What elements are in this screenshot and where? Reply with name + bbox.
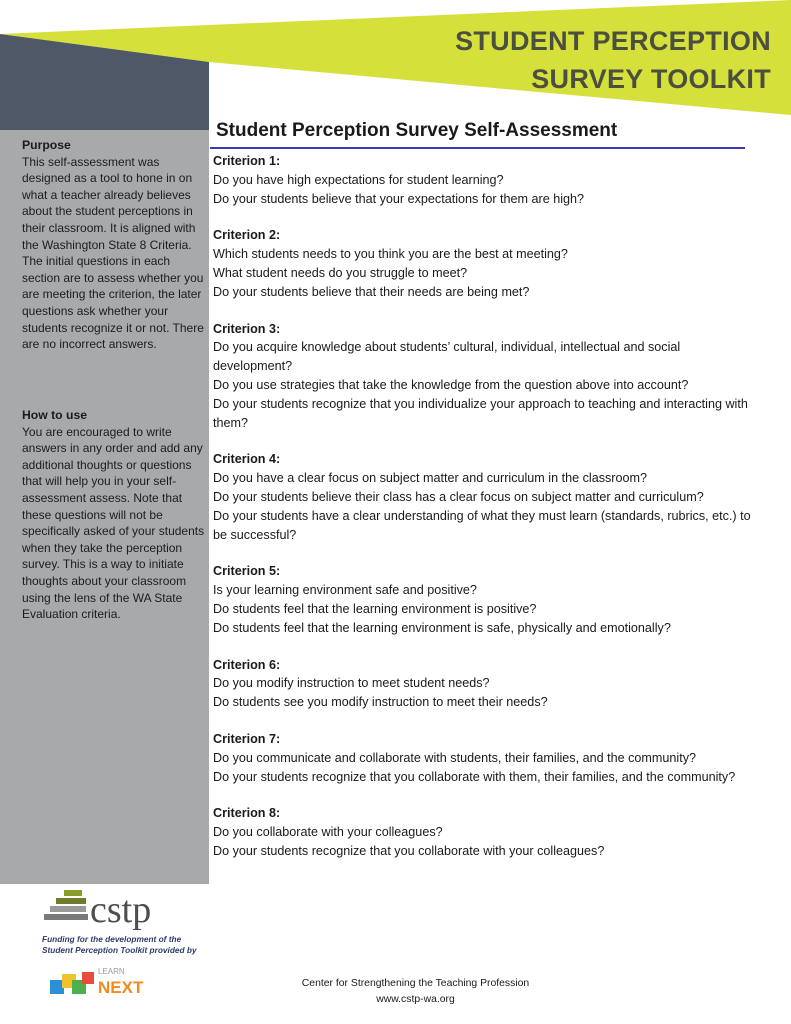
toolkit-title-line1: STUDENT PERCEPTION <box>455 26 771 56</box>
funding-note <box>42 934 212 956</box>
criterion-question: Do your students have a clear understanding of what they must learn (standards, rubrics, etc.) to be successful? <box>213 508 751 542</box>
criterion-3 <box>213 320 753 433</box>
criterion-question: Is your learning environment safe and positive? <box>213 583 477 598</box>
criterion-heading: Criterion 8: <box>213 806 281 821</box>
criterion-heading: Criterion 2: <box>213 228 281 243</box>
criteria-list <box>213 152 753 879</box>
criterion-question: Do you collaborate with your colleagues? <box>213 825 443 840</box>
criterion-1 <box>213 152 753 208</box>
purpose-heading: Purpose <box>22 138 71 152</box>
footer-organization: Center for Strengthening the Teaching Profession <box>301 978 530 989</box>
criterion-question: Do your students believe that your expectations for them are high? <box>213 191 585 206</box>
criterion-question: Do students see you modify instruction to meet their needs? <box>213 695 548 710</box>
criterion-2 <box>213 226 753 301</box>
criterion-heading: Criterion 7: <box>213 731 281 746</box>
funding-line-2: Student Perception Toolkit provided by <box>42 945 197 955</box>
criterion-question: Which students needs to you think you are the best at meeting? <box>213 247 568 262</box>
criterion-question: Do you modify instruction to meet student needs? <box>213 676 490 691</box>
criterion-6 <box>213 656 753 712</box>
criterion-heading: Criterion 3: <box>213 321 281 336</box>
next-wordmark: NEXT <box>98 978 144 997</box>
toolkit-title <box>455 22 771 98</box>
criterion-question: Do you use strategies that take the knowledge from the question above into account? <box>213 377 689 392</box>
criterion-heading: Criterion 4: <box>213 452 281 467</box>
footer-url-link[interactable]: www.cstp-wa.org <box>376 994 455 1005</box>
cstp-logo <box>44 888 174 932</box>
purpose-section <box>22 137 205 353</box>
page-title: Student Perception Survey Self-Assessment <box>216 120 618 141</box>
criterion-question: What student needs do you struggle to meet? <box>213 265 468 280</box>
how-to-use-heading: How to use <box>22 408 88 422</box>
cstp-step-icon <box>56 898 86 904</box>
criterion-4 <box>213 450 753 544</box>
criterion-question: Do your students believe that their needs are being met? <box>213 284 530 299</box>
criterion-question: Do your students believe their class has a clear focus on subject matter and curriculum? <box>213 489 704 504</box>
cstp-step-icon <box>64 890 82 896</box>
criterion-question: Do students feel that the learning environment is safe, physically and emotionally? <box>213 620 671 635</box>
purpose-text: This self-assessment was designed as a tool to hone in on what a teacher already believes about the student perceptions in their classroom. It is aligned with the Washington State 8 Criteria. The initial questions in each section are to assess whether you are meeting the criterion, the later questions ask whether your students recognize it or not. There are no incorrect answers. <box>22 154 204 352</box>
criterion-question: Do students feel that the learning environment is positive? <box>213 601 537 616</box>
toolkit-title-line2: SURVEY TOOLKIT <box>531 64 771 94</box>
criterion-question: Do you communicate and collaborate with students, their families, and the community? <box>213 750 697 765</box>
criterion-question: Do you have high expectations for student learning? <box>213 172 504 187</box>
funding-line-1: Funding for the development of the <box>42 934 182 944</box>
learn-wordmark: LEARN <box>98 967 125 976</box>
how-to-use-section <box>22 407 205 623</box>
how-to-use-text: You are encouraged to write answers in any order and add any additional thoughts or questions that will help you in your self-assessment assess. Note that these questions will not be specifically asked of your students when they take the perception survey. This is a way to initiate thoughts about your classroom using the lens of the WA State Evaluation criteria. <box>22 424 205 622</box>
criterion-heading: Criterion 6: <box>213 657 281 672</box>
criterion-question: Do your students recognize that you collaborate with your colleagues? <box>213 843 605 858</box>
criterion-heading: Criterion 5: <box>213 564 281 579</box>
cstp-wordmark: cstp <box>90 889 152 931</box>
cstp-step-icon <box>44 914 88 920</box>
criterion-5 <box>213 562 753 637</box>
criterion-7 <box>213 730 753 786</box>
criterion-question: Do your students recognize that you individualize your approach to teaching and interacting with them? <box>213 396 748 430</box>
criterion-question: Do your students recognize that you collaborate with them, their families, and the community? <box>213 769 736 784</box>
cstp-step-icon <box>50 906 86 912</box>
criterion-heading: Criterion 1: <box>213 154 281 168</box>
criterion-question: Do you acquire knowledge about students’ cultural, individual, intellectual and social development? <box>213 340 681 374</box>
criterion-8 <box>213 804 753 860</box>
criterion-question: Do you have a clear focus on subject matter and curriculum in the classroom? <box>213 471 647 486</box>
title-underline <box>210 147 745 149</box>
